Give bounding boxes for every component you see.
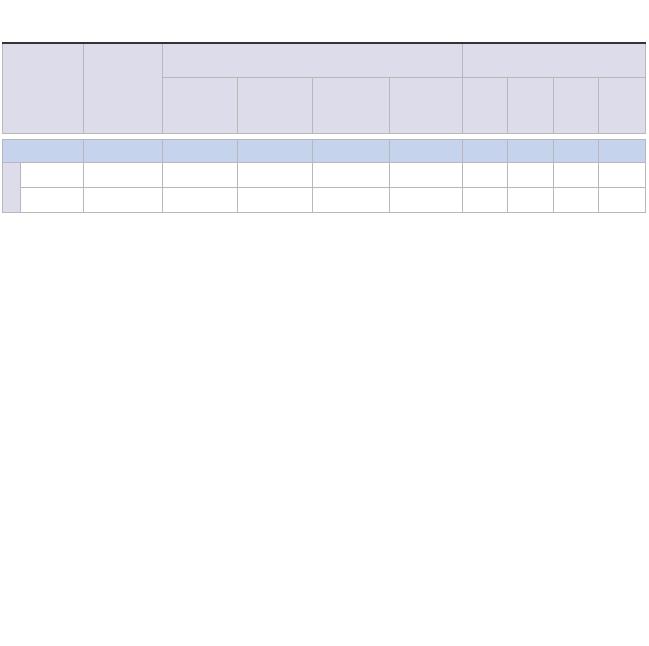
cell-pop [84, 162, 163, 187]
cell-r2 [508, 187, 554, 212]
row-label [21, 187, 84, 212]
cell-d3 [313, 139, 390, 162]
cell-r2 [508, 139, 554, 162]
header-rate [463, 43, 646, 77]
cell-d3 [313, 162, 390, 187]
cell-d2 [238, 187, 313, 212]
cell-r3 [553, 139, 599, 162]
cell-r3 [553, 162, 599, 187]
header-rate4 [599, 77, 646, 133]
cell-r3 [553, 187, 599, 212]
cell-d4 [390, 187, 463, 212]
header-dose1 [163, 77, 238, 133]
header-dose4 [390, 77, 463, 133]
cell-pop [84, 187, 163, 212]
cell-r2 [508, 162, 554, 187]
total-row [3, 139, 646, 162]
header-row-1 [3, 43, 646, 77]
header-population [84, 43, 163, 133]
row-label [21, 162, 84, 187]
cell-d1 [163, 139, 238, 162]
header-dose2 [238, 77, 313, 133]
header-category [3, 43, 84, 133]
cell-d1 [163, 187, 238, 212]
header-vaccinated [163, 43, 463, 77]
vaccination-table [2, 42, 646, 213]
cell-d2 [238, 162, 313, 187]
row-label [3, 139, 84, 162]
age-group [3, 162, 646, 212]
table-row [3, 187, 646, 212]
header-rate2 [508, 77, 554, 133]
cell-r4 [599, 187, 646, 212]
cell-d4 [390, 162, 463, 187]
cell-pop [84, 139, 163, 162]
cell-d4 [390, 139, 463, 162]
cell-r1 [463, 187, 508, 212]
cell-r4 [599, 139, 646, 162]
cell-r1 [463, 162, 508, 187]
header-rate3 [553, 77, 599, 133]
header-dose3 [313, 77, 390, 133]
header-rate1 [463, 77, 508, 133]
cell-r1 [463, 139, 508, 162]
table-row [3, 162, 646, 187]
group-label-sex [3, 162, 21, 212]
cell-r4 [599, 162, 646, 187]
cell-d2 [238, 139, 313, 162]
cell-d3 [313, 187, 390, 212]
cell-d1 [163, 162, 238, 187]
